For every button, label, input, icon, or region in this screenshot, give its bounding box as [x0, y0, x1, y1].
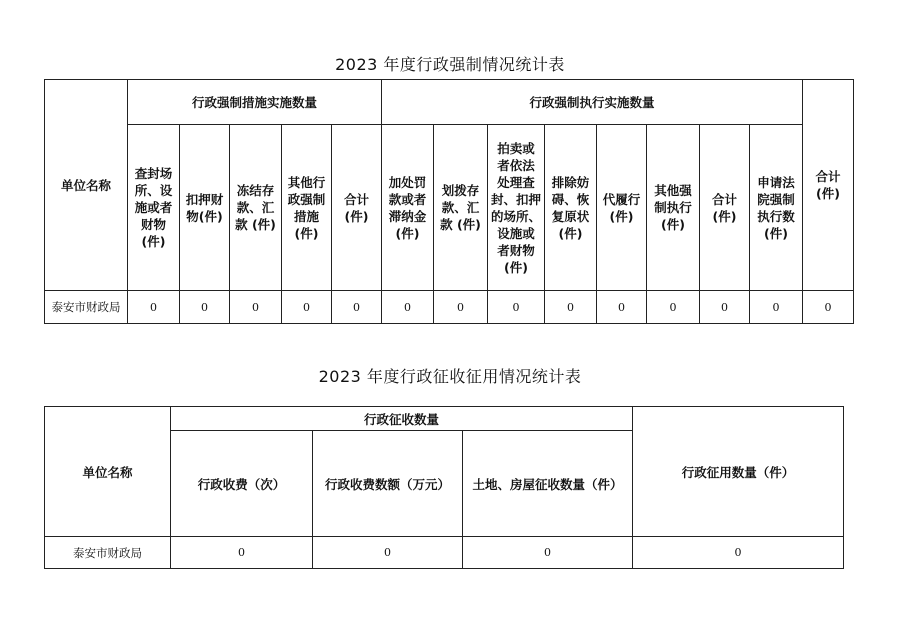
unit-name-header: 单位名称	[45, 407, 171, 537]
value-cell: 0	[282, 291, 332, 324]
col-other-execution-header: 其他强 制执行 (件)	[647, 125, 700, 291]
col-measures-total-header: 合计 (件)	[332, 125, 382, 291]
value-cell: 0	[434, 291, 488, 324]
col-transfer-header: 划拨存 款、汇 款 (件)	[434, 125, 488, 291]
col-fee-count-header: 行政收费（次）	[171, 431, 313, 537]
col-seal-header: 查封场 所、设 施或者 财物 (件)	[128, 125, 180, 291]
value-cell: 0	[803, 291, 854, 324]
unit-name-cell: 泰安市财政局	[45, 291, 128, 324]
col-other-measures-header: 其他行 政强制 措施 (件)	[282, 125, 332, 291]
col-land-housing-header: 土地、房屋征收数量（件）	[463, 431, 633, 537]
value-cell: 0	[750, 291, 803, 324]
value-cell: 0	[180, 291, 230, 324]
requisition-count-header: 行政征用数量（件）	[633, 407, 844, 537]
col-restore-header: 排除妨 碍、恢 复原状 (件)	[545, 125, 597, 291]
table-row	[45, 291, 854, 324]
col-substitute-header: 代履行 (件)	[597, 125, 647, 291]
value-cell: 0	[488, 291, 545, 324]
col-seize-header: 扣押财 物(件)	[180, 125, 230, 291]
enforcement-measures-header: 行政强制措施实施数量	[128, 80, 382, 125]
col-fee-amount-header: 行政收费数额（万元）	[313, 431, 463, 537]
col-penalty-header: 加处罚 款或者 滞纳金 (件)	[382, 125, 434, 291]
table2-title: 2023 年度行政征收征用情况统计表	[318, 367, 582, 386]
table-row	[45, 537, 844, 569]
value-cell: 0	[597, 291, 647, 324]
col-freeze-header: 冻结存 款、汇 款 (件)	[230, 125, 282, 291]
col-auction-header: 拍卖或 者依法 处理查 封、扣押 的场所、 设施或 者财物 (件)	[488, 125, 545, 291]
value-cell: 0	[332, 291, 382, 324]
levy-table	[44, 406, 844, 569]
col-execution-total-header: 合计 (件)	[700, 125, 750, 291]
value-cell: 0	[700, 291, 750, 324]
table1-title: 2023 年度行政强制情况统计表	[335, 55, 565, 74]
unit-name-cell: 泰安市财政局	[45, 537, 171, 569]
value-cell: 0	[545, 291, 597, 324]
levy-count-header: 行政征收数量	[171, 407, 633, 431]
enforcement-execution-header: 行政强制执行实施数量	[382, 80, 803, 125]
unit-name-header: 单位名称	[45, 80, 128, 291]
enforcement-table	[44, 79, 854, 324]
value-cell: 0	[128, 291, 180, 324]
value-cell: 0	[171, 537, 313, 569]
value-cell: 0	[463, 537, 633, 569]
col-court-header: 申请法 院强制 执行数 (件)	[750, 125, 803, 291]
value-cell: 0	[382, 291, 434, 324]
value-cell: 0	[647, 291, 700, 324]
value-cell: 0	[313, 537, 463, 569]
value-cell: 0	[230, 291, 282, 324]
value-cell: 0	[633, 537, 844, 569]
grand-total-header: 合计 (件)	[803, 80, 854, 291]
